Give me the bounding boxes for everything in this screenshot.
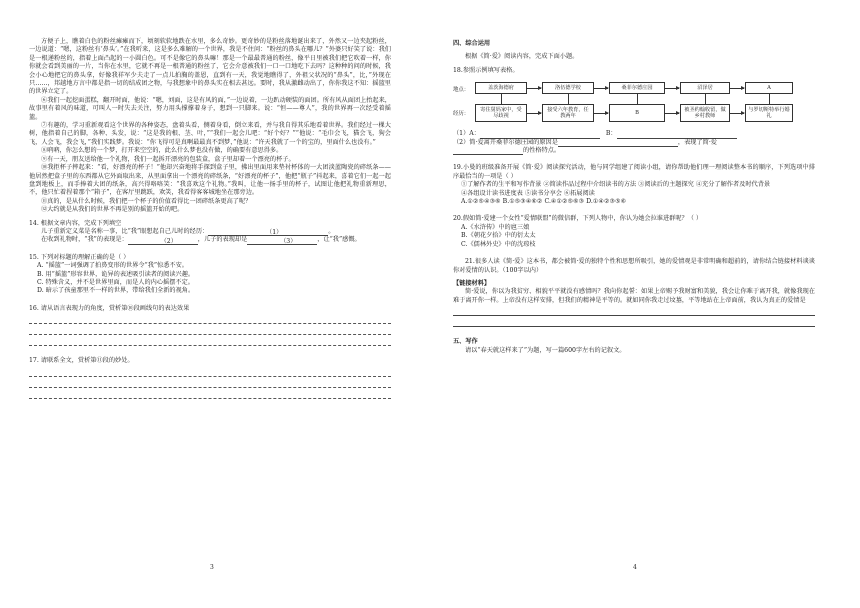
flow-place-label: A <box>767 85 771 92</box>
flow-place-label: 盖茨海德府 <box>488 85 514 92</box>
flow-event-box <box>745 104 793 122</box>
question-20-option-a[interactable]: A.《水浒传》中的扈三娘 <box>461 223 530 231</box>
answer-line[interactable] <box>453 318 815 327</box>
question-19-steps: ①了解作者的生平和写作背景 ②简读作品过程中介绍读书的方法 ③阅读后的主题探究 ④充分了解作者及时代背景 <box>461 181 771 189</box>
question-21-stem: 21.很多人读《简·爱》这本书，都会被简·爱的独特个性和思想所吸引，她的爱情观是非常明确和超前的，请你结合链接材料谈谈你对爱情的认识。（100字以内） <box>453 258 815 274</box>
flow-connector <box>705 94 706 104</box>
q18-text: ，表现了简·爱 <box>677 138 717 146</box>
question-20-stem: 20.假如简·爱建一个女性“爱情联盟”的微信群，下列人物中，你认为她会拉谁进群呢？（ ） <box>453 215 703 223</box>
question-15-option-b[interactable]: B. 用“摇篮”形容世界，诡异的表述吸引读者的阅读兴趣。 <box>37 270 195 278</box>
right-page <box>430 0 860 608</box>
question-16-stem: 16. 请从语言表现力的角度，赏析第⑩段画线句的表达效果 <box>29 304 190 312</box>
flow-row-label-event: 经历： <box>453 111 470 118</box>
answer-line[interactable] <box>29 379 391 388</box>
q14-blank-2-label: （2） <box>160 237 177 245</box>
question-19-options[interactable]: A.①②⑤④③⑥ B.①⑤③④⑥② C.④①②⑤⑥③ D.①④②③⑤⑥ <box>461 198 627 206</box>
question-15-option-a[interactable]: A. “摇篮”一词强调了拍鼻变形的世界令“我”惊悉不安。 <box>37 262 188 270</box>
answer-line[interactable] <box>29 390 391 399</box>
flow-event-box <box>475 104 527 122</box>
flow-place-label: 洛伍德学校 <box>555 85 581 92</box>
flow-event-label: 与罗切斯特举行婚礼 <box>748 106 790 120</box>
flow-arrow <box>594 113 608 114</box>
question-17-stem: 17. 请联系全文，赏析第⑪段的妙处。 <box>29 357 134 365</box>
link-material-text: 简·爱说，你以为我贫穷、相貌平平就没有感情吗？我向你起誓：如果上帝赐予我财富和美貌，我会让你难于离开我，就像我现在难于离开你一样。上帝没有这样安排，但我们的精神是平等的。就如同你我走过坟墓，平等地站在上帝面前，我认为真正的爱情是 <box>453 288 815 304</box>
passage-paragraph: 方便子上，瞧着白色的粉丝瘫瘫而下，顷刻软软地跌在水里，多么奇妙。更奇妙的是粉丝落地诞出来了，外然又一边夹起粉丝，一边说道：“嗯，这粉丝有‘鼻头’。”在我听来，这是多么难解的一个世界，我是不住问：“粉丝的鼻头在哪儿？”外婆只好笑了说：我们是一根递粉丝的，指着上面凸起的一小圆白色。可不是像它的鼻头嘛！那是一个最最普通的粉丝，像平日里被我们把它吹着一样，你你就会看到美丽的一片，当你在水里，它就不再是一根普通的粉丝了，它会介意被我们一口一口地吃下去吗？这种种的问的时候，我会小心地把它的鼻头拿，好像我祥军少夫走了一点儿拍胸的盖恩，直到有一天，我觉地瞧得了，外祖父状况的“鼻头”，比，”外现在只……，邦越地方言中都是指一切的结成团之物，与我想象中的鼻头实在相去甚远。要时，我从激雌动出了，你你我这不知：摇篮里的世界立定了。 <box>29 38 391 96</box>
q18-blank-b-label: B： <box>605 130 617 138</box>
q14-blank-2[interactable] <box>128 238 198 245</box>
question-18-part-2-cont <box>453 147 815 155</box>
answer-line[interactable] <box>453 307 815 316</box>
q14-text: 在收到礼物时，“我”的表现是： <box>41 236 128 244</box>
question-14-stem: 14. 根据文章内容，完成下列填空 <box>29 219 122 227</box>
flow-event-box <box>680 104 730 122</box>
passage-paragraph: ⑨有一天，朋友送给他一个礼物，我们一起拆开漂亮的包装盒，盒子里却着一个漂亮的杯子。 <box>41 155 295 163</box>
question-15-option-c[interactable]: C. 特殊含义，并不是世界里面，而是人的内心摇摆不定。 <box>37 278 194 286</box>
question-15-option-d[interactable]: D. 暗示了孩童那里不一样的世界，带给我们全新的视角。 <box>37 287 195 295</box>
flow-arrow <box>665 113 679 114</box>
plot-flowchart <box>453 78 815 126</box>
section-5-title: 五、写作 <box>453 338 478 346</box>
answer-line[interactable] <box>29 326 391 335</box>
question-14-line-2 <box>29 236 391 244</box>
flow-connector <box>501 94 502 104</box>
q18-blank-b[interactable] <box>617 132 737 139</box>
passage-paragraph: ⑥我们一起挖面蛋糕，翻开时面，他说：“嗯，刘面，这是有风的面，”一边说着，一边趴动硬装的面团。所有风从面团上抬起来，故事里有着风的味道，可叫人一时失去关注，努力用头撑撑着身子，想到一只脚来。说：“恒——尊人”，我的世界再一次经受着摇篮。 <box>29 96 391 121</box>
q18-blank-trait[interactable] <box>453 148 523 155</box>
flow-connector <box>568 94 569 104</box>
answer-line[interactable] <box>29 337 391 346</box>
question-18-part-2 <box>453 139 815 147</box>
question-20-option-b[interactable]: B.《朝花夕拾》中的衍太太 <box>461 232 536 240</box>
question-20-option-c[interactable]: C.《儒林外史》中的沈琼枝 <box>461 240 536 248</box>
flow-row-label-place: 地点： <box>453 87 470 94</box>
flow-event-box-b[interactable] <box>609 104 665 122</box>
question-19-stem: 19.小曼的班级准备开展《简·爱》阅读探究活动，他与同学组建了阅读小组，请你帮助他们理一理阅读整本书的顺序，下列选项中排序最恰当的一项是（ ） <box>453 164 815 180</box>
flow-place-box <box>542 82 594 94</box>
passage-paragraph: ⑫大约就是从我们的世界不再是别的摇篮开始的吧。 <box>41 206 184 214</box>
q14-text: 儿子重新定义菜是名称一事，比“我”眼想起自己儿时的经历： <box>41 227 209 235</box>
question-19-steps: ④各组设计读书进度表 ⑤读书分享会 ⑥拓展阅读 <box>461 189 595 197</box>
flow-arrow <box>527 113 541 114</box>
flow-event-label: 寄住舅妈家中，受尽歧视 <box>480 106 522 120</box>
passage-paragraph: ⑧吶吶，你怎么想的一个梦，打开来空空的，此么什么梦也没有做，的确要有意思得多。 <box>41 147 283 155</box>
flow-event-label: B <box>635 110 639 117</box>
q14-blank-3[interactable] <box>247 238 317 245</box>
flow-place-box <box>475 82 527 94</box>
q14-blank-1-label: （1） <box>266 229 283 237</box>
flow-place-box <box>609 82 665 94</box>
answer-line[interactable] <box>29 368 391 377</box>
flow-event-label: 接受六年教育，任教两年 <box>547 106 589 120</box>
section-5-prompt: 请以“春天就这样来了”为题，写一篇600字左右的记叙文。 <box>465 346 626 354</box>
flow-connector <box>769 94 770 104</box>
flow-place-box <box>680 82 730 94</box>
q18-text: （2）简·爱离开桑菲尔德庄园的原因是 <box>453 138 558 146</box>
left-column <box>29 38 391 401</box>
q14-text: ，让“我”感慨。 <box>317 236 361 244</box>
flow-connector <box>637 94 638 104</box>
flow-arrow <box>594 88 608 89</box>
flow-arrow <box>665 88 679 89</box>
answer-line[interactable] <box>29 315 391 324</box>
section-4-intro: 根据《简·爱》阅读内容，完成下面小题。 <box>465 53 579 61</box>
question-18-stem: 18.参照示例填写表格。 <box>453 66 519 74</box>
q18-blank-a[interactable] <box>480 132 600 139</box>
passage-paragraph: ⑦有趣的，学习重新观看这个世界的各种姿态，盘着头看，侧着身看，倒立来看，并与我自得其乐地看着世界。我们经过一棵大树，他指着自己的脚，各种、头发，说：“这是我的根、茎、叶，”“我们一起会儿吧：“好个好？”“他说：“毛巾会飞，猫会飞，狗会飞，人会飞，我会飞，”我们实践梦。我说：“你飞得可是真啊最最真不到梦，”他说：“许天我就了一个的宝的，里面什么也没有。” <box>29 122 391 146</box>
question-18-part-1 <box>453 130 815 138</box>
flow-place-label: 桑菲尔德庄园 <box>621 85 653 92</box>
flow-event-box <box>542 104 594 122</box>
flow-place-box-a[interactable] <box>745 82 793 94</box>
q18-blank-reason[interactable] <box>558 140 678 147</box>
section-4-title: 四、综合运用 <box>453 40 491 47</box>
flow-arrow <box>730 88 744 89</box>
page-number: 4 <box>633 563 637 571</box>
q18-blank-a-label: （1）A： <box>453 130 480 138</box>
passage-paragraph: ⑩我拒杯子摔起来：“看，好漂亮的杯子！”他却兴奋地将手探到盒子里，拂出里面用来垫衬杯体的一大团淡蓝陶瓷的碎纸条——他居然把盒子里的东西都从它外面取出来，从里面拿出一个漂亮的碎纸条，“好漂亮的杯子”，他把“瓶子”抖起来，喜着它们一起一起盘到地板上，而手捧着大团的纸条，高兴得咯咯笑：“我喜欢这个礼物。”我叫，让他一扬手里的杯子，试图让他把礼物重新理思，不，他只忙着捏着那个“箱子”，在客厅里跳跃，欢笑，我看得客客城地坐在那旁边。 <box>29 164 391 197</box>
q14-blank-3-label: （3） <box>280 237 297 245</box>
question-15-stem: 15. 下列对标题的理解正确的是（ ） <box>29 253 130 261</box>
passage-paragraph: ⑪真的，是从什么时候，我们把一个杯子的价值看得比一团碎纸条更高了呢？ <box>41 197 252 205</box>
q18-text: 的性格特点。 <box>523 147 561 155</box>
flow-arrow <box>527 88 541 89</box>
page-number: 3 <box>210 563 214 571</box>
flow-place-label: 沼泽居 <box>697 85 713 92</box>
right-column <box>453 40 815 355</box>
flow-arrow <box>730 113 744 114</box>
flow-event-label: 被圣约翰收留，做乡村教师 <box>684 106 726 120</box>
q14-text: 。 <box>328 227 335 235</box>
q14-text: ，儿子的表现却是 <box>197 236 248 244</box>
link-material-title: 【链接材料】 <box>453 279 491 287</box>
